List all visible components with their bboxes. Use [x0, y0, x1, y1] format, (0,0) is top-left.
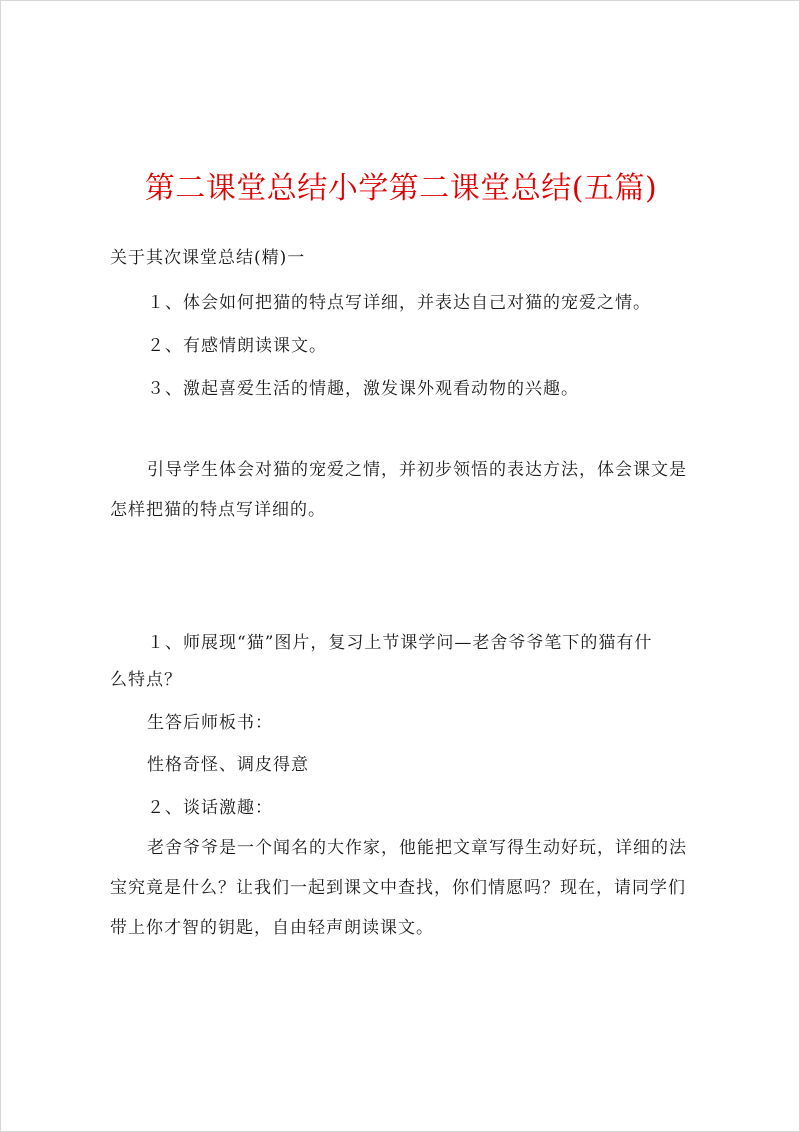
paragraph-line: 宝究竟是什么？让我们一起到课文中查找，你们情愿吗？现在，请同学们	[110, 878, 686, 898]
paragraph-heading: 关于其次课堂总结(精)一	[110, 248, 306, 268]
paragraph-line: ２、谈话激趣：	[147, 798, 273, 818]
document-title: 第二课堂总结小学第二课堂总结(五篇)	[144, 171, 658, 206]
paragraph-item-3: ３、激起喜爱生活的情趣，激发课外观看动物的兴趣。	[147, 379, 579, 399]
paragraph-line: 引导学生体会对猫的宠爱之情，并初步领悟的表达方法，体会课文是	[147, 460, 687, 480]
paragraph-line: 怎样把猫的特点写详细的。	[110, 500, 326, 520]
paragraph-line: 性格奇怪、调皮得意	[147, 755, 309, 775]
paragraph-line: 老舍爷爷是一个闻名的大作家，他能把文章写得生动好玩，详细的法	[147, 838, 687, 858]
paragraph-line: 生答后师板书：	[147, 713, 273, 733]
paragraph-item-2: ２、有感情朗读课文。	[147, 336, 327, 356]
paragraph-line: 带上你才智的钥匙，自由轻声朗读课文。	[110, 918, 434, 938]
paragraph-item-1: １、体会如何把猫的特点写详细，并表达自己对猫的宠爱之情。	[147, 293, 651, 313]
paragraph-line: １、师展现“猫”图片，复习上节课学问—老舍爷爷笔下的猫有什	[147, 633, 653, 653]
paragraph-line: 么特点？	[110, 670, 182, 690]
